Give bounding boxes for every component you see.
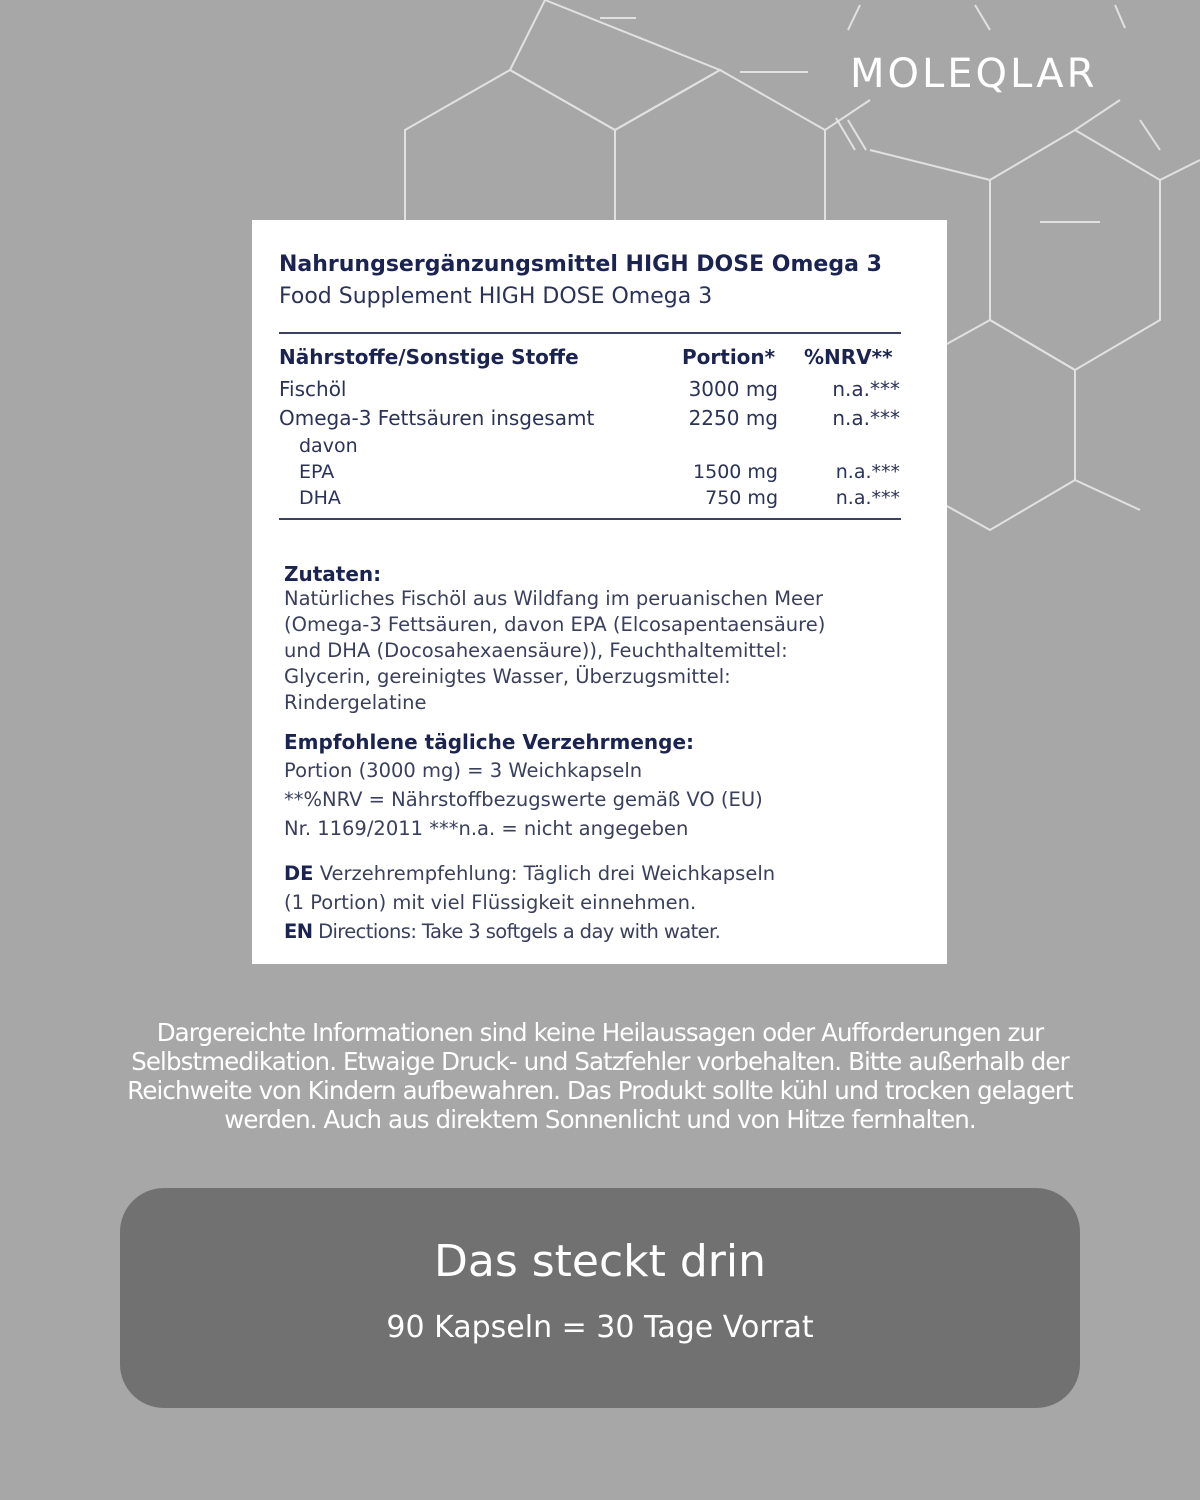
ingredients-heading: Zutaten: [284,562,382,586]
directions-en-text: Directions: Take 3 softgels a day with water. [318,920,721,943]
table-row-portion: 2250 mg [688,406,778,430]
supplement-label [252,220,947,964]
footer-subtitle: 90 Kapseln = 30 Tage Vorrat [386,1310,814,1345]
table-top-rule [279,332,901,334]
daily-intake-line: Portion (3000 mg) = 3 Weichkapseln [284,759,643,782]
directions-de-text: Verzehrempfehlung: Täglich drei Weichkapseln [319,862,776,885]
table-row-name: DHA [299,487,341,509]
lang-code-en: EN [284,920,313,943]
directions-de-line: (1 Portion) mit viel Flüssigkeit einnehmen. [284,891,697,914]
table-bottom-rule [279,518,901,520]
directions-en-line [284,920,720,943]
directions-de-line [284,862,775,885]
table-row-portion: 750 mg [705,487,778,509]
brand-logo: MOLEQLAR [850,51,1098,97]
disclaimer-line: werden. Auch aus direktem Sonnenlicht und von Hitze fernhalten. [224,1105,976,1134]
disclaimer-line: Dargereichte Informationen sind keine Heilaussagen oder Aufforderungen zur [156,1018,1044,1047]
table-header-portion: Portion* [682,345,776,369]
table-row-name: Fischöl [279,377,347,401]
disclaimer-line: Selbstmedikation. Etwaige Druck- und Satzfehler vorbehalten. Bitte außerhalb der [131,1047,1069,1076]
table-row-portion: 3000 mg [688,377,778,401]
table-row-name: Omega-3 Fettsäuren insgesamt [279,406,595,430]
table-row-nrv: n.a.*** [832,406,900,430]
disclaimer-text [70,1018,1130,1134]
table-row-nrv: n.a.*** [835,461,900,483]
table-row-nrv: n.a.*** [832,377,900,401]
ingredients-line: und DHA (Docosahexaensäure)), Feuchthaltemittel: [284,639,788,662]
daily-intake-line: **%NRV = Nährstoffbezugswerte gemäß VO (EU) [284,788,763,811]
label-title-en: Food Supplement HIGH DOSE Omega 3 [279,284,713,309]
daily-intake-line: Nr. 1169/2011 ***n.a. = nicht angegeben [284,817,689,840]
disclaimer-line: Reichweite von Kindern aufbewahren. Das Produkt sollte kühl und trocken gelagert [127,1076,1073,1105]
ingredients-line: Rindergelatine [284,691,427,714]
daily-intake-heading: Empfohlene tägliche Verzehrmenge: [284,730,695,754]
ingredients-line: Natürliches Fischöl aus Wildfang im peruanischen Meer [284,587,824,610]
table-header-nutrients: Nährstoffe/Sonstige Stoffe [279,345,579,369]
lang-code-de: DE [284,862,314,885]
table-row-name: EPA [299,461,335,483]
label-title-de: Nahrungsergänzungsmittel HIGH DOSE Omega 3 [279,252,882,277]
ingredients-line: Glycerin, gereinigtes Wasser, Überzugsmittel: [284,665,731,688]
ingredients-line: (Omega-3 Fettsäuren, davon EPA (Elcosapentaensäure) [284,613,826,636]
table-row-name: davon [299,435,358,457]
table-row-nrv: n.a.*** [835,487,900,509]
table-row-portion: 1500 mg [693,461,778,483]
footer-title: Das steckt drin [433,1236,767,1287]
footer-panel [120,1188,1080,1408]
table-header-nrv: %NRV** [804,345,893,369]
